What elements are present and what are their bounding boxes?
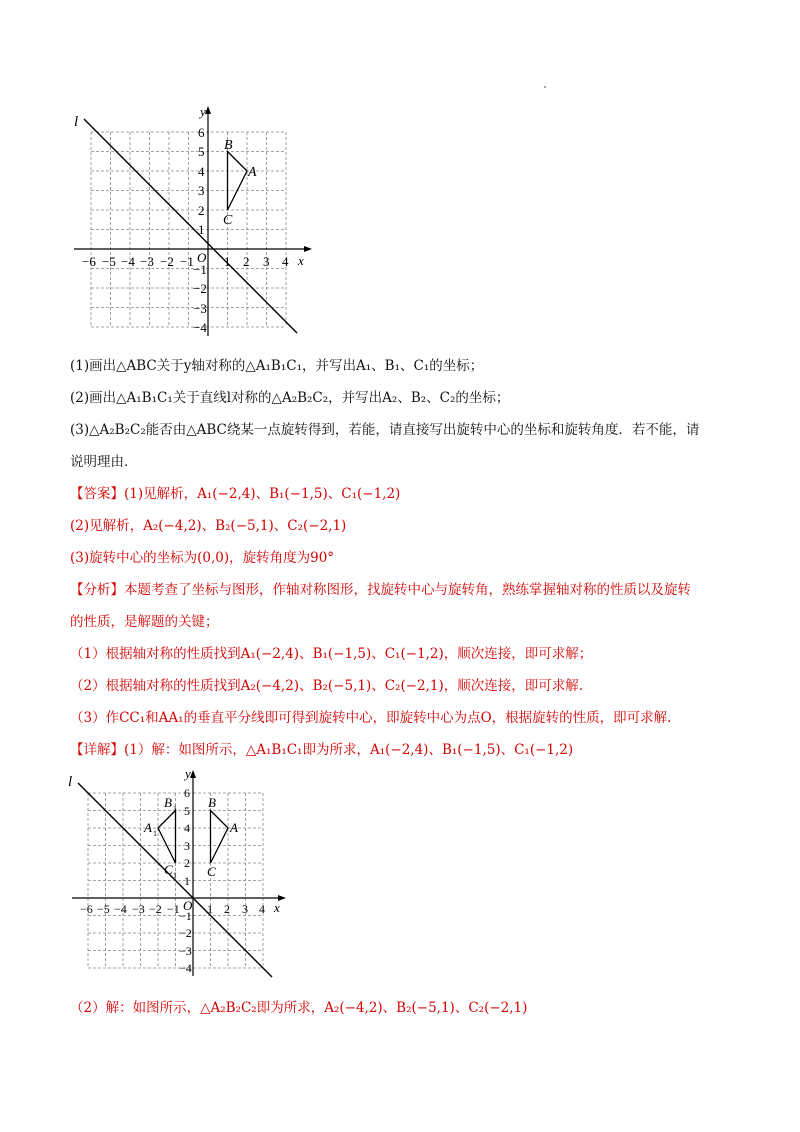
svg-text:−1: −1 — [179, 909, 192, 923]
svg-text:3: 3 — [184, 839, 190, 853]
triangle-abc-2 — [211, 811, 229, 864]
svg-text:−1: −1 — [193, 262, 207, 277]
graph-1-svg — [60, 100, 330, 350]
triangle-a1b1c1 — [158, 811, 176, 864]
question-3: (3)△A₂B₂C₂能否由△ABC绕某一点旋转得到，若能，请直接写出旋转中心的坐标和旋转角度．若不能，请 — [70, 422, 700, 438]
svg-text:4: 4 — [259, 902, 265, 916]
svg-text:−3: −3 — [193, 301, 207, 316]
svg-text:4: 4 — [198, 164, 205, 179]
analysis-line-4: （2）根据轴对称的性质找到A₂(−4,2)、B₂(−5,1)、C₂(−2,1)，顺次连接，即可求解. — [70, 678, 584, 694]
svg-text:−6: −6 — [80, 902, 93, 916]
analysis-line-2: 的性质，是解题的关键； — [70, 614, 219, 630]
point-a-label-2: A — [230, 820, 238, 835]
svg-text:2: 2 — [184, 856, 190, 870]
line-l-label-2: l — [68, 774, 73, 790]
analysis-line-3: （1）根据轴对称的性质找到A₁(−2,4)、B₁(−1,5)、C₁(−1,2)，顺次连接，即可求解； — [70, 646, 593, 662]
svg-text:−4: −4 — [179, 961, 192, 975]
svg-text:−3: −3 — [132, 902, 145, 916]
point-a1-label: A — [144, 820, 152, 835]
svg-text:3: 3 — [242, 902, 248, 916]
origin-label-2: O — [183, 898, 193, 913]
question-2: (2)画出△A₁B₁C₁关于直线l对称的△A₂B₂C₂，并写出A₂、B₂、C₂的坐标； — [70, 390, 510, 406]
line-l — [84, 119, 297, 333]
point-c-label-2: C — [207, 864, 216, 879]
grid-lines — [91, 132, 286, 327]
coordinate-graph-1 — [60, 100, 330, 354]
x-tick-labels — [82, 254, 289, 269]
line-l-label: l — [74, 114, 79, 130]
svg-text:−5: −5 — [102, 254, 116, 269]
y-axis-label-2: y — [185, 768, 191, 781]
svg-text:−2: −2 — [149, 902, 162, 916]
svg-text:−2: −2 — [179, 926, 192, 940]
origin-label: O — [197, 250, 207, 265]
analysis-line-1: 【分析】本题考查了坐标与图形，作轴对称图形，找旋转中心与旋转角，熟练掌握轴对称的性质以及旋转 — [70, 582, 691, 598]
x-axis-label: x — [298, 253, 304, 268]
answer-3: (3)旋转中心的坐标为(0,0)，旋转角度为90° — [70, 550, 335, 566]
svg-text:2: 2 — [198, 203, 205, 218]
svg-text:4: 4 — [184, 821, 190, 835]
svg-text:4: 4 — [282, 254, 289, 269]
stray-mark — [544, 86, 546, 88]
graph-2-svg — [60, 768, 300, 983]
svg-text:−3: −3 — [179, 944, 192, 958]
point-a1-sub: 1 — [153, 829, 157, 838]
answer-1: 【答案】(1)见解析，A₁(−2,4)、B₁(−1,5)、C₁(−1,2) — [70, 486, 401, 502]
point-c-label: C — [223, 213, 233, 228]
x-tick-labels-2 — [80, 902, 265, 916]
detail-line-2: （2）解：如图所示，△A₂B₂C₂即为所求，A₂(−4,2)、B₂(−5,1)、C₂(−2,1) — [70, 1000, 528, 1016]
svg-text:−1: −1 — [167, 902, 180, 916]
question-3-cont: 说明理由． — [70, 454, 138, 470]
point-b-label: B — [224, 138, 233, 153]
svg-text:2: 2 — [243, 254, 250, 269]
point-c1-sub: 1 — [173, 871, 177, 880]
svg-text:6: 6 — [198, 125, 205, 140]
point-b1-label: B — [164, 795, 172, 810]
triangle-abc — [228, 152, 248, 211]
detail-line-1: 【详解】(1）解：如图所示，△A₁B₁C₁即为所求，A₁(−2,4)、B₁(−1,5)、C₁(−1,2) — [70, 742, 574, 758]
svg-text:5: 5 — [198, 144, 205, 159]
svg-text:1: 1 — [198, 222, 205, 237]
svg-text:−4: −4 — [193, 320, 207, 335]
coordinate-graph-2 — [60, 768, 300, 987]
svg-text:1: 1 — [184, 874, 190, 888]
point-c1-label: C — [164, 862, 173, 877]
question-1: (1)画出△ABC关于y轴对称的△A₁B₁C₁，并写出A₁、B₁、C₁的坐标； — [70, 358, 484, 374]
x-axis-arrow — [304, 246, 312, 252]
svg-text:−1: −1 — [180, 254, 194, 269]
svg-text:−4: −4 — [121, 254, 135, 269]
point-a-label: A — [248, 165, 257, 180]
point-b1-sub: 1 — [173, 804, 177, 813]
x-axis-label-2: x — [274, 900, 280, 915]
svg-text:−5: −5 — [97, 902, 110, 916]
svg-text:−3: −3 — [140, 254, 154, 269]
svg-text:6: 6 — [184, 786, 190, 800]
y-axis-label: y — [200, 104, 206, 119]
analysis-line-5: （3）作CC₁和AA₁的垂直平分线即可得到旋转中心，即旋转中心为点O，根据旋转的性质，即可求解. — [70, 710, 672, 726]
svg-text:−6: −6 — [82, 254, 96, 269]
svg-text:5: 5 — [184, 804, 190, 818]
svg-text:−2: −2 — [193, 281, 207, 296]
svg-text:−4: −4 — [114, 902, 127, 916]
point-b-label-2: B — [208, 795, 216, 810]
svg-text:3: 3 — [198, 183, 205, 198]
y-axis-arrow-2 — [190, 770, 196, 778]
svg-text:1: 1 — [224, 254, 231, 269]
y-axis-arrow — [205, 106, 211, 114]
svg-text:1: 1 — [207, 902, 213, 916]
answer-2: (2)见解析，A₂(−4,2)、B₂(−5,1)、C₂(−2,1) — [70, 518, 347, 534]
svg-text:−2: −2 — [160, 254, 174, 269]
svg-text:3: 3 — [263, 254, 270, 269]
svg-text:2: 2 — [224, 902, 230, 916]
